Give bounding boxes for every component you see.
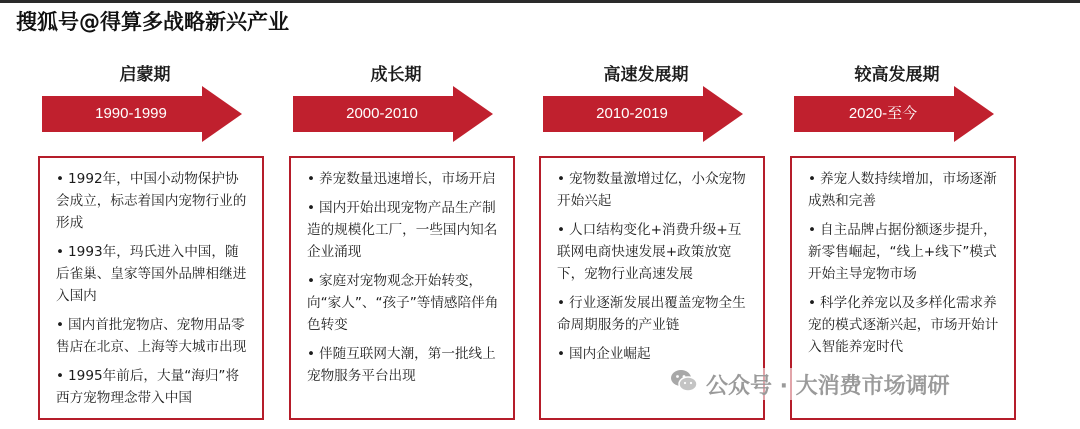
bullet-dot: • [808, 222, 817, 238]
bullet-dot: • [56, 171, 65, 187]
bullet-dot: • [557, 346, 566, 362]
bullet-text: 家庭对宠物观念开始转变，向“家人”、“孩子”等情感陪伴角色转变 [307, 273, 499, 333]
bullet-item [307, 168, 499, 190]
bullet-dot: • [56, 368, 65, 384]
bullet-dot: • [307, 273, 316, 289]
bullet-text: 1995年前后，大量“海归”将西方宠物理念带入中国 [56, 368, 240, 406]
bullet-text: 养宠人数持续增加，市场逐渐成熟和完善 [808, 171, 997, 209]
period-arrow [794, 86, 1000, 142]
bullet-item [56, 365, 248, 409]
bullet-text: 国内首批宠物店、宠物用品零售店在北京、上海等大城市出现 [56, 317, 247, 355]
stage-title: 成长期 [370, 65, 422, 85]
stage-title: 较高发展期 [854, 65, 940, 85]
bullet-text: 自主品牌占据份额逐步提升，新零售崛起，“线上+线下”模式开始主导宠物市场 [808, 222, 997, 282]
bullet-dot: • [557, 222, 566, 238]
top-watermark: 搜狐号@得算多战略新兴产业 [16, 10, 289, 34]
bullet-text: 养宠数量迅速增长，市场开启 [319, 171, 496, 187]
bullet-item [557, 168, 749, 212]
period-arrow [42, 86, 248, 142]
period-label: 2010-2019 [596, 105, 668, 122]
bullet-dot: • [56, 244, 65, 260]
bullet-item [307, 197, 499, 263]
bullet-dot: • [56, 317, 65, 333]
bullet-item [56, 168, 248, 234]
period-label: 2020-至今 [848, 105, 918, 122]
bullet-item [808, 168, 1000, 212]
bullet-text: 1993年，玛氏进入中国，随后雀巢、皇家等国外品牌相继进入国内 [56, 244, 247, 304]
bullet-text: 科学化养宠以及多样化需求养宠的模式逐渐兴起，市场开始计入智能养宠时代 [808, 295, 999, 355]
bullet-item [808, 292, 1000, 358]
period-label: 1990-1999 [95, 105, 167, 122]
bullet-text: 行业逐渐发展出覆盖宠物全生命周期服务的产业链 [557, 295, 746, 333]
bullet-dot: • [307, 346, 316, 362]
period-label: 2000-2010 [346, 105, 418, 122]
bullet-dot: • [557, 171, 566, 187]
bottom-watermark [670, 368, 950, 400]
stage-title: 高速发展期 [603, 65, 689, 85]
bullet-item [307, 270, 499, 336]
bullet-item [808, 219, 1000, 285]
bullet-dot: • [808, 295, 817, 311]
stage-description-box [289, 156, 515, 420]
bullet-text: 人口结构变化+消费升级+互联网电商快速发展+政策放宽下，宠物行业高速发展 [557, 222, 742, 282]
bullet-text: 国内企业崛起 [569, 346, 651, 362]
bullet-text: 伴随互联网大潮，第一批线上宠物服务平台出现 [307, 346, 496, 384]
bullet-item [56, 314, 248, 358]
bullet-text: 宠物数量激增过亿，小众宠物开始兴起 [557, 171, 746, 209]
bullet-dot: • [307, 171, 316, 187]
bullet-item [557, 343, 749, 365]
bullet-item [307, 343, 499, 387]
period-arrow [293, 86, 499, 142]
bullet-dot: • [808, 171, 817, 187]
bullet-item [56, 241, 248, 307]
stage-description-box [38, 156, 264, 420]
bullet-dot: • [307, 200, 316, 216]
wechat-icon [670, 368, 698, 400]
bullet-item [557, 292, 749, 336]
bottom-watermark-text: 公众号 · 大消费市场调研 [706, 373, 950, 399]
bullet-text: 1992年，中国小动物保护协会成立，标志着国内宠物行业的形成 [56, 171, 247, 231]
bullet-item [557, 219, 749, 285]
stage-title: 启蒙期 [119, 65, 171, 85]
period-arrow [543, 86, 749, 142]
bullet-dot: • [557, 295, 566, 311]
top-border [0, 0, 1080, 3]
bullet-text: 国内开始出现宠物产品生产制造的规模化工厂，一些国内知名企业涌现 [307, 200, 498, 260]
